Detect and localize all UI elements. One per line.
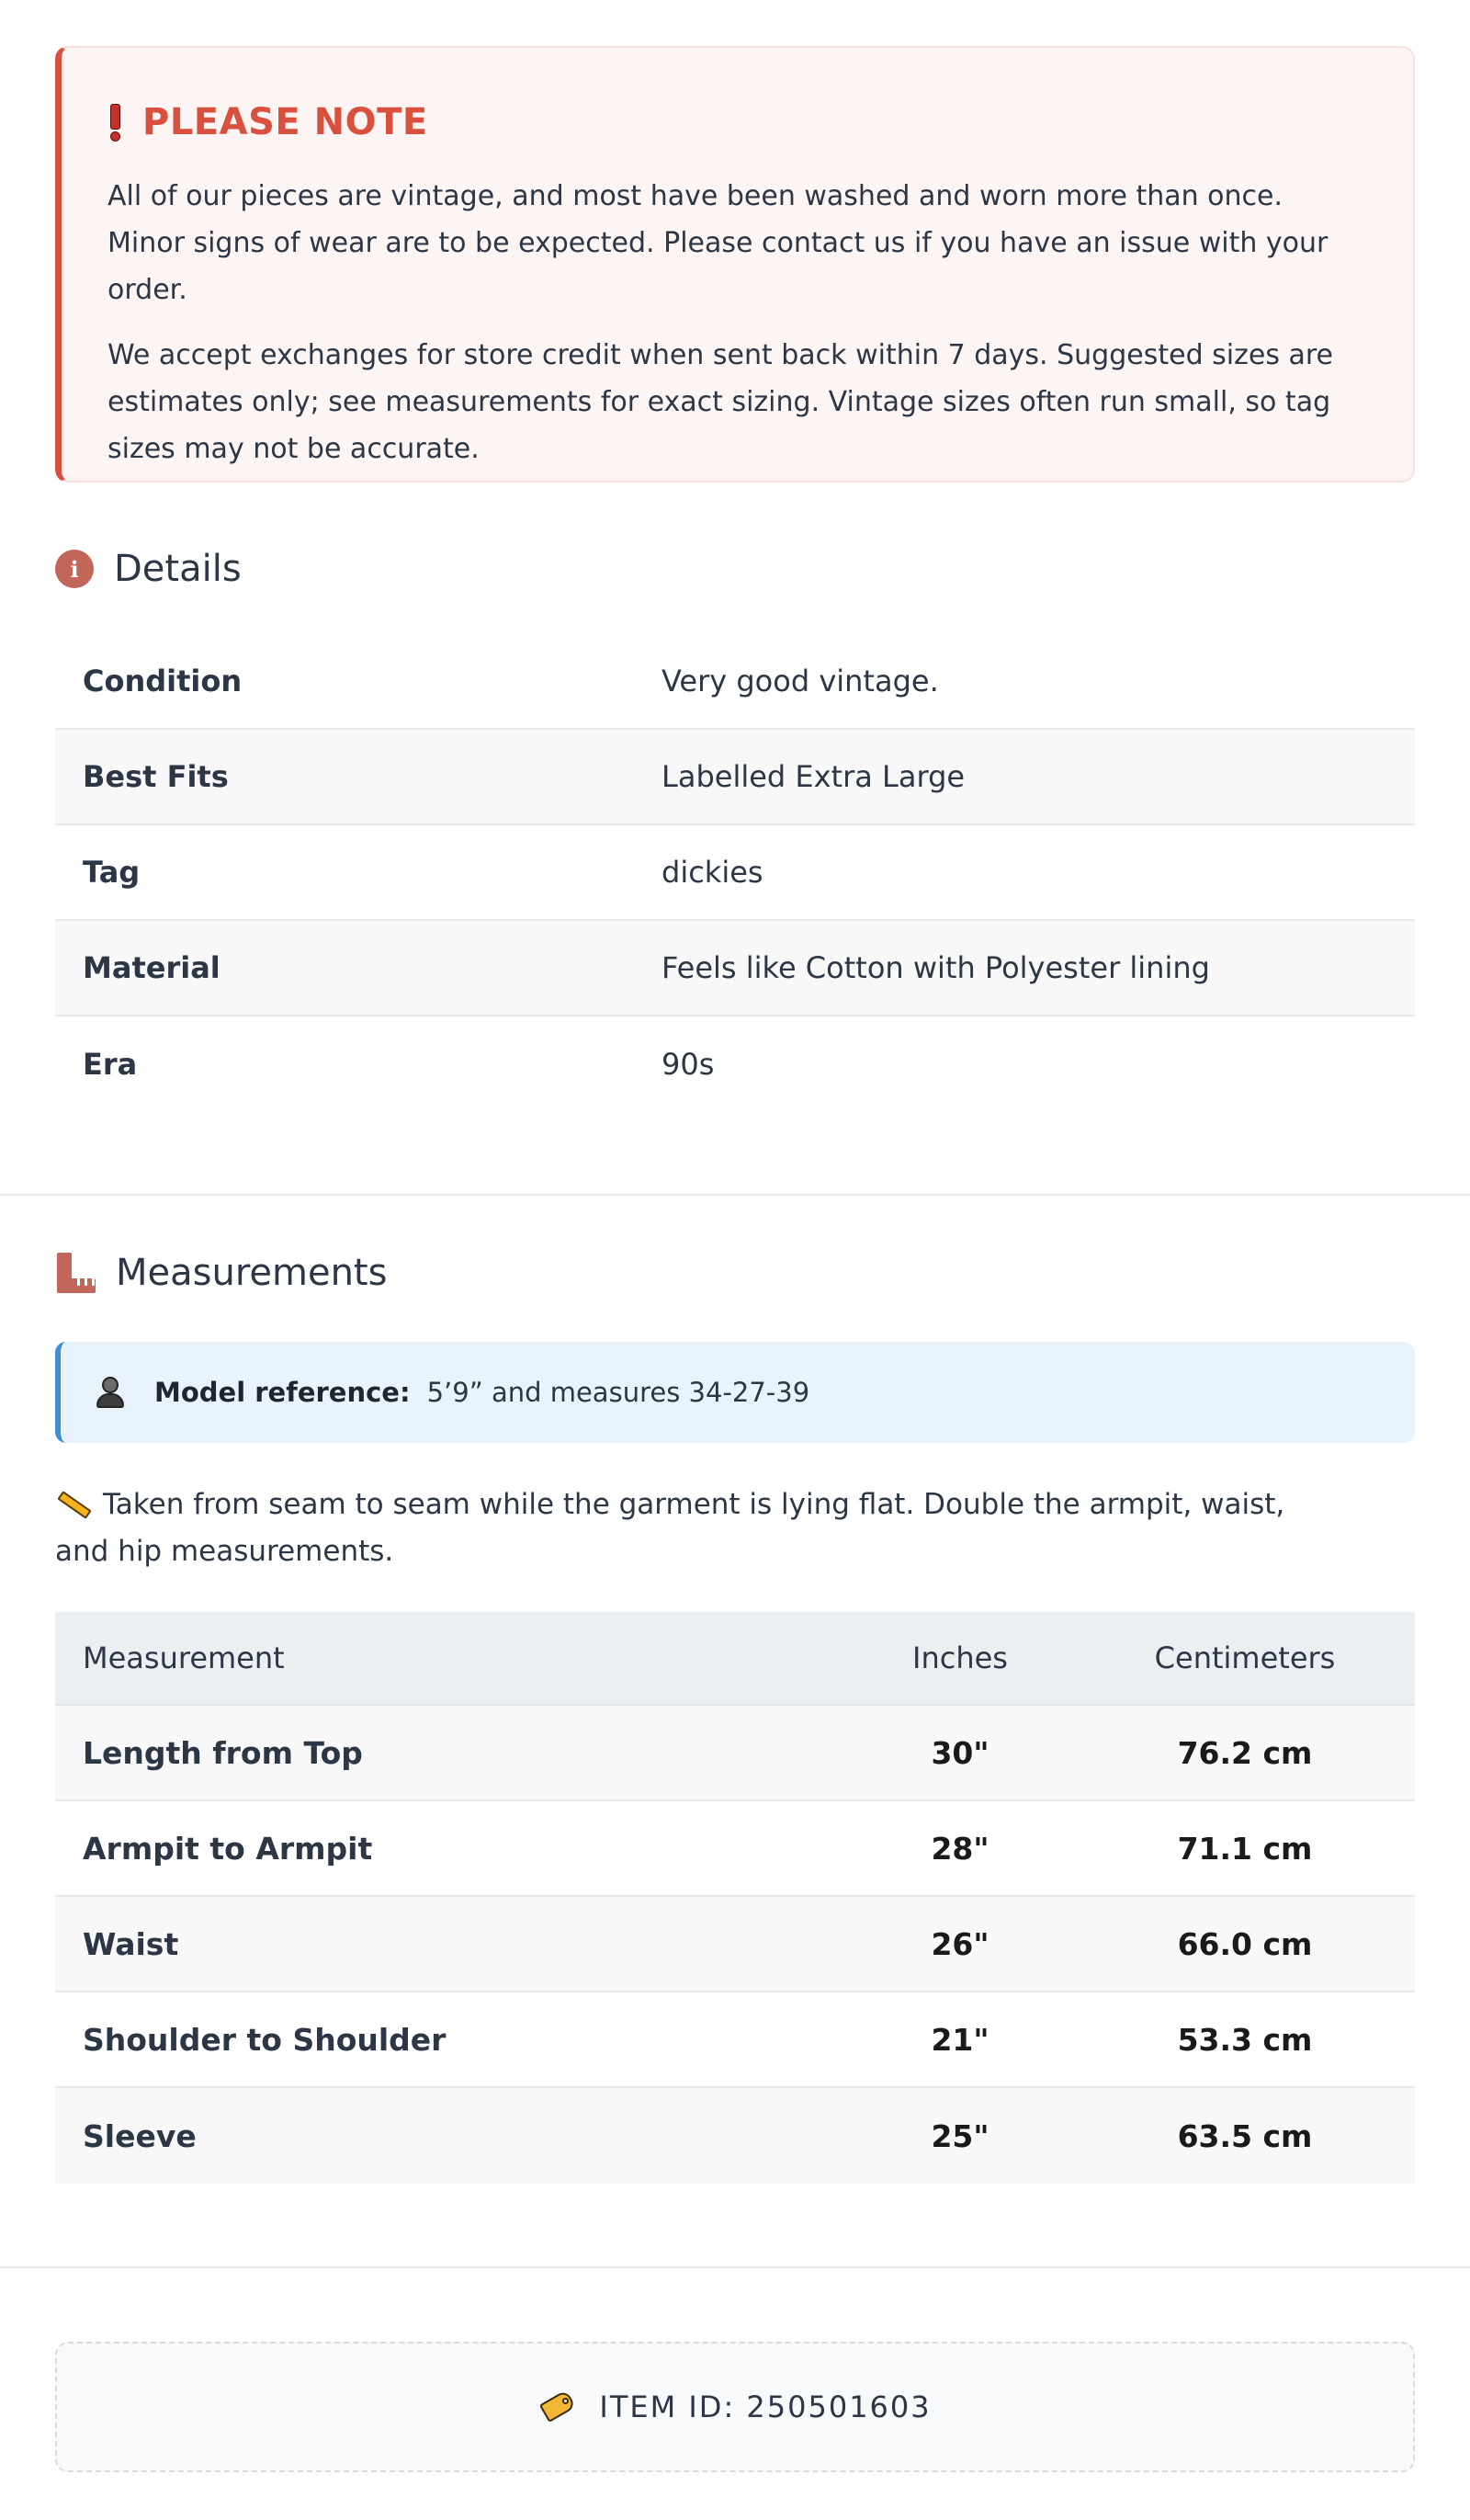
measurement-inches: 28" bbox=[931, 1830, 989, 1867]
measurements-table bbox=[55, 1612, 1415, 2184]
measurement-note bbox=[55, 1481, 1341, 1575]
details-row-best-fits bbox=[55, 730, 1415, 825]
notice-title bbox=[107, 101, 1367, 143]
table-row bbox=[55, 1706, 1415, 1801]
model-reference-box bbox=[55, 1342, 1415, 1443]
header-inches: Inches bbox=[912, 1640, 1008, 1675]
details-label: Era bbox=[83, 1047, 138, 1082]
details-label: Best Fits bbox=[83, 759, 229, 794]
details-row-tag bbox=[55, 825, 1415, 921]
measurement-cm: 71.1 cm bbox=[1177, 1830, 1313, 1867]
measurement-cm: 63.5 cm bbox=[1177, 2117, 1313, 2154]
section-divider bbox=[0, 2266, 1470, 2268]
measurement-name: Length from Top bbox=[83, 1734, 363, 1771]
model-reference-label: Model reference: bbox=[154, 1377, 411, 1408]
please-note-box bbox=[55, 46, 1415, 482]
details-row-material bbox=[55, 921, 1415, 1016]
info-icon: i bbox=[55, 550, 94, 588]
model-reference-value: 5’9” and measures 34-27-39 bbox=[426, 1377, 810, 1408]
measurement-cm: 66.0 cm bbox=[1177, 1925, 1313, 1962]
measurement-cm: 76.2 cm bbox=[1177, 1734, 1313, 1771]
person-icon bbox=[94, 1376, 127, 1409]
tag-icon bbox=[538, 2389, 579, 2425]
measurement-cm: 53.3 cm bbox=[1177, 2021, 1313, 2058]
details-value: 90s bbox=[662, 1047, 715, 1082]
notice-paragraph-1: All of our pieces are vintage, and most have been washed and worn more than once. Minor signs of wear are to be expected. Please contact us if you have an issue with your order. bbox=[107, 180, 1329, 306]
item-id-box bbox=[55, 2342, 1415, 2472]
ruler-icon bbox=[55, 1253, 96, 1293]
header-centimeters: Centimeters bbox=[1154, 1640, 1336, 1675]
measurement-name: Armpit to Armpit bbox=[83, 1830, 373, 1867]
details-header bbox=[55, 548, 242, 590]
measurement-note-text: Taken from seam to seam while the garment is lying flat. Double the armpit, waist, and hip measurements. bbox=[55, 1488, 1285, 1568]
table-row bbox=[55, 2088, 1415, 2184]
section-divider bbox=[0, 1194, 1470, 1196]
details-value: Feels like Cotton with Polyester lining bbox=[662, 950, 1210, 985]
exclamation-icon bbox=[107, 104, 120, 141]
table-row bbox=[55, 1992, 1415, 2088]
notice-paragraph-2: We accept exchanges for store credit when sent back within 7 days. Suggested sizes are estimates only; see measurements for exact sizing. Vintage sizes often run small, so tag sizes may not be accurate. bbox=[107, 339, 1334, 465]
measurement-inches: 21" bbox=[931, 2021, 989, 2058]
details-value: Labelled Extra Large bbox=[662, 759, 966, 794]
measurement-inches: 25" bbox=[931, 2117, 989, 2154]
measurement-name: Shoulder to Shoulder bbox=[83, 2021, 447, 2058]
details-value: dickies bbox=[662, 855, 763, 890]
details-value: Very good vintage. bbox=[662, 664, 939, 698]
table-row bbox=[55, 1897, 1415, 1992]
details-title: Details bbox=[114, 548, 242, 590]
details-table bbox=[55, 634, 1415, 1112]
details-label: Condition bbox=[83, 664, 243, 698]
details-label: Material bbox=[83, 950, 220, 985]
details-label: Tag bbox=[83, 855, 141, 890]
notice-title-text: PLEASE NOTE bbox=[142, 101, 428, 143]
item-id-text: ITEM ID: 250501603 bbox=[599, 2389, 932, 2424]
table-row bbox=[55, 1801, 1415, 1897]
details-row-era bbox=[55, 1016, 1415, 1112]
measurements-title: Measurements bbox=[116, 1252, 388, 1294]
measurement-name: Sleeve bbox=[83, 2117, 197, 2154]
details-row-condition bbox=[55, 634, 1415, 730]
header-measurement: Measurement bbox=[83, 1640, 285, 1675]
measurement-inches: 26" bbox=[931, 1925, 989, 1962]
measurements-table-header bbox=[55, 1612, 1415, 1706]
measurement-name: Waist bbox=[83, 1925, 179, 1962]
measurements-header bbox=[55, 1252, 387, 1294]
measurement-inches: 30" bbox=[931, 1734, 989, 1771]
pencil-icon bbox=[55, 1490, 92, 1517]
